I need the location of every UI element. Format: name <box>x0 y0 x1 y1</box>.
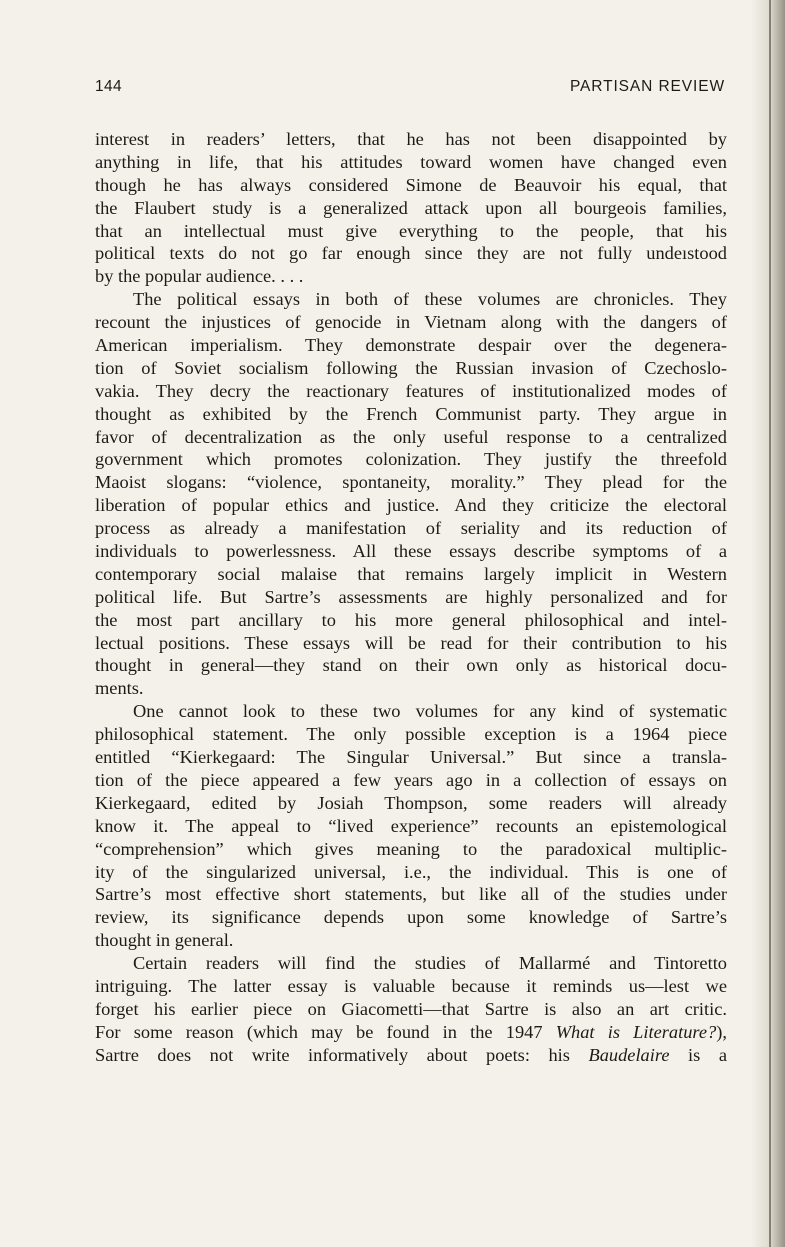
text-line: know it. The appeal to “lived experience” recounts an epistemological <box>95 815 727 836</box>
text-line: the Flaubert study is a generalized attack upon all bourgeois families, <box>95 197 727 218</box>
text-line: individuals to powerlessness. All these essays describe symptoms of a <box>95 541 727 562</box>
text-line: Sartre’s most effective short statements, but like all of the studies under <box>95 884 727 905</box>
text-line: The political essays in both of these volumes are chronicles. They <box>133 289 727 310</box>
text-line: the most part ancillary to his more general philosophical and intel- <box>95 609 727 630</box>
paragraph <box>95 288 727 700</box>
text-segment: is a <box>669 1044 727 1065</box>
text-line: One cannot look to these two volumes for any kind of systematic <box>133 701 727 722</box>
paragraph <box>95 952 727 1066</box>
page-edge-line <box>769 0 771 1247</box>
text-line: Kierkegaard, edited by Josiah Thompson, some readers will already <box>95 792 727 813</box>
text-line: process as already a manifestation of seriality and its reduction of <box>95 518 727 539</box>
text-line: lectual positions. These essays will be read for their contribution to his <box>95 632 727 653</box>
text-line: American imperialism. They demonstrate despair over the degenera- <box>95 335 727 356</box>
text-segment: For some reason (which may be found in the 1947 <box>95 1021 556 1042</box>
text-line: though he has always considered Simone de Beauvoir his equal, that <box>95 174 727 195</box>
text-line: tion of Soviet socialism following the Russian invasion of Czechoslo- <box>95 357 727 378</box>
text-line <box>95 1021 727 1044</box>
text-line: ity of the singularized universal, i.e., the individual. This is one of <box>95 861 727 882</box>
text-line: ments. <box>95 678 144 699</box>
text-line: vakia. They decry the reactionary features of institutionalized modes of <box>95 380 727 401</box>
text-line: intriguing. The latter essay is valuable because it reminds us—lest we <box>95 975 727 996</box>
journal-title: PARTISAN REVIEW <box>569 78 725 95</box>
text-line: political texts do not go far enough since they are not fully undeıstood <box>95 243 727 264</box>
text-line: thought as exhibited by the French Communist party. They argue in <box>95 403 727 424</box>
text-line: political life. But Sartre’s assessments are highly personalized and for <box>95 586 727 607</box>
running-head <box>95 78 725 100</box>
text-line: by the popular audience. . . . <box>95 266 304 287</box>
article-body <box>95 128 727 1067</box>
text-line: contemporary social malaise that remains largely implicit in Western <box>95 563 727 584</box>
text-line: Maoist slogans: “violence, spontaneity, morality.” They plead for the <box>95 472 727 493</box>
paragraph <box>95 700 727 952</box>
page-edge-shadow <box>751 0 785 1247</box>
text-line: review, its significance depends upon some knowledge of Sartre’s <box>95 907 727 928</box>
text-line: anything in life, that his attitudes toward women have changed even <box>95 151 727 172</box>
text-line: government which promotes colonization. They justify the threefold <box>95 449 727 470</box>
text-line: tion of the piece appeared a few years ago in a collection of essays on <box>95 769 727 790</box>
paragraph <box>95 128 727 288</box>
text-line: thought in general—they stand on their own only as historical docu- <box>95 655 727 676</box>
text-line: that an intellectual must give everything to the people, that his <box>95 220 727 241</box>
text-line: philosophical statement. The only possible exception is a 1964 piece <box>95 724 727 745</box>
text-segment: Sartre does not write informatively about poets: his <box>95 1044 589 1065</box>
text-line: interest in readers’ letters, that he has not been disappointed by <box>95 129 727 149</box>
text-line: forget his earlier piece on Giacometti—that Sartre is also an art critic. <box>95 998 727 1019</box>
text-line: entitled “Kierkegaard: The Singular Universal.” But since a transla- <box>95 747 727 768</box>
text-line: recount the injustices of genocide in Vietnam along with the dangers of <box>95 312 727 333</box>
text-line: thought in general. <box>95 930 234 951</box>
italic-title: Baudelaire <box>588 1044 670 1065</box>
text-segment: ), <box>716 1021 727 1042</box>
text-line <box>95 1044 727 1067</box>
text-line: “comprehension” which gives meaning to the paradoxical multiplic- <box>95 838 727 859</box>
text-line: favor of decentralization as the only useful response to a centralized <box>95 426 727 447</box>
text-line: liberation of popular ethics and justice. And they criticize the electoral <box>95 495 727 516</box>
italic-title: What is Literature? <box>555 1021 717 1042</box>
page-number: 144 <box>95 78 123 95</box>
text-line: Certain readers will find the studies of Mallarmé and Tintoretto <box>133 953 727 974</box>
